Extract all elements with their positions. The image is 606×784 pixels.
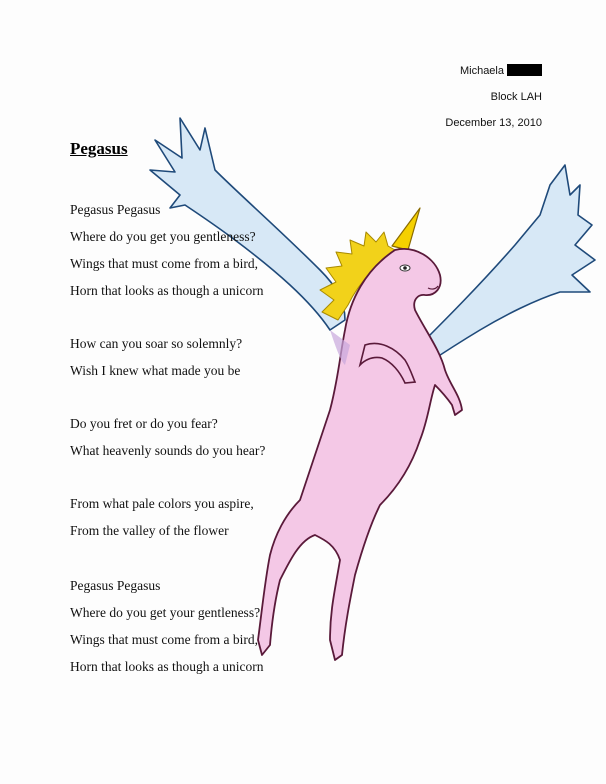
verse-line: Pegasus Pegasus [70,578,161,593]
stanza-1 [70,200,265,308]
verse-line: Horn that looks as though a unicorn [70,659,264,674]
date-line: December 13, 2010 [445,117,542,129]
poem-title: Pegasus [70,139,128,158]
block-line: Block LAH [490,91,542,103]
author-name: Michaela [459,65,504,77]
stanza-5 [70,576,265,684]
stanza-2 [70,334,265,388]
pupil [403,266,407,270]
verse-line: Do you fret or do you fear? [70,416,218,431]
horn [392,208,420,250]
verse-line: Pegasus Pegasus [70,202,161,217]
pegasus-body [258,249,462,660]
stanza-3 [70,414,265,468]
verse-line: Where do you get you gentleness? [70,229,256,244]
verse-line: From the valley of the flower [70,523,229,538]
verse-line: Horn that looks as though a unicorn [70,283,264,298]
verse-line: Wings that must come from a bird, [70,632,259,647]
right-wing [420,165,595,365]
verse-line: What heavenly sounds do you hear? [70,443,266,458]
verse-line: From what pale colors you aspire, [70,496,254,511]
verse-line: How can you soar so solemnly? [70,336,243,351]
verse-line: Wish I knew what made you be [70,363,241,378]
verse-line: Wings that must come from a bird, [70,256,259,271]
poem-body [70,200,265,710]
stanza-4 [70,494,265,548]
verse-line: Where do you get your gentleness? [70,605,261,620]
